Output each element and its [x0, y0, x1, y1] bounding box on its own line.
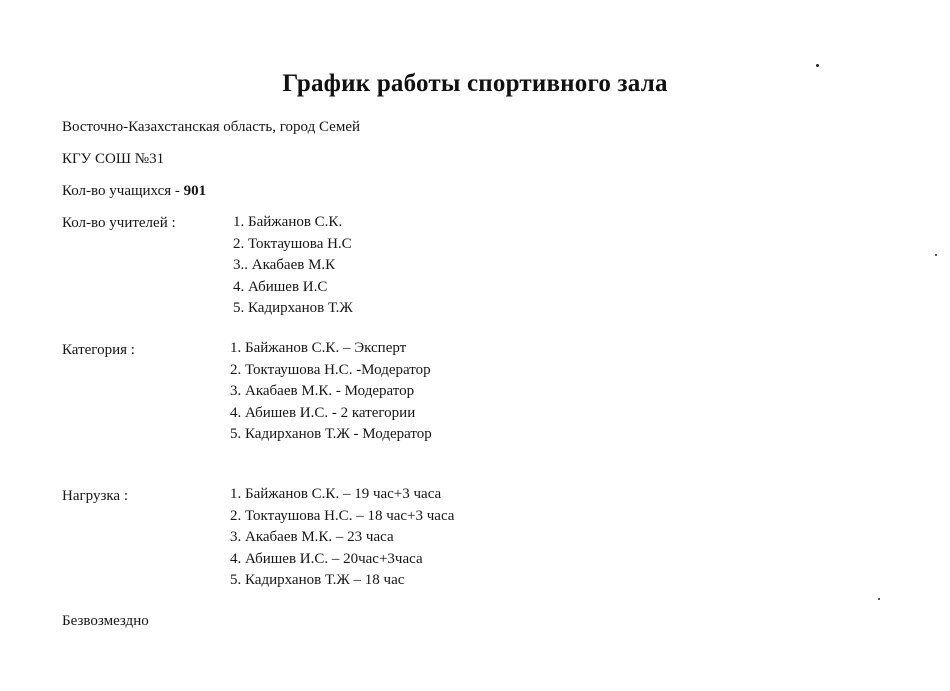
students-label: Кол-во учащихся -	[62, 183, 184, 199]
school-line: КГУ СОШ №31	[62, 151, 165, 167]
list-item: 2. Токтаушова Н.С. – 18 час+3 часа	[230, 507, 455, 524]
category-list	[230, 338, 432, 446]
load-label: Нагрузка :	[62, 488, 129, 504]
list-item: 2. Токтаушова Н.С. -Модератор	[230, 361, 431, 378]
page-title: График работы спортивного зала	[282, 70, 668, 97]
list-item: 2. Токтаушова Н.С	[233, 235, 352, 252]
teachers-list	[233, 212, 353, 320]
list-item: 4. Абишев И.С	[233, 278, 328, 295]
list-item: 5. Кадирханов Т.Ж - Модератор	[230, 426, 432, 442]
list-item: 3.. Акабаев М.К	[233, 257, 336, 273]
region-line: Восточно-Казахстанская область, город Семей	[62, 119, 361, 135]
list-item: 1. Байжанов С.К. – 19 час+3 часа	[230, 486, 442, 502]
list-item: 4. Абишев И.С. – 20час+3часа	[230, 550, 423, 567]
scan-speck	[878, 598, 880, 600]
list-item: 5. Кадирханов Т.Ж	[233, 300, 353, 316]
category-label: Категория :	[62, 342, 135, 358]
students-value: 901	[183, 183, 207, 199]
list-item: 4. Абишев И.С. - 2 категории	[230, 404, 416, 421]
students-line	[62, 182, 206, 200]
list-item: 3. Акабаев М.К. - Модератор	[230, 383, 415, 399]
scan-speck	[816, 64, 819, 67]
list-item: 5. Кадирханов Т.Ж – 18 час	[230, 572, 405, 588]
scan-speck	[935, 254, 937, 256]
load-list	[230, 484, 454, 592]
footer-note: Безвозмездно	[62, 613, 149, 629]
list-item: 3. Акабаев М.К. – 23 часа	[230, 529, 394, 545]
list-item: 1. Байжанов С.К.	[233, 214, 343, 230]
list-item: 1. Байжанов С.К. – Эксперт	[230, 340, 407, 356]
teachers-label: Кол-во учителей :	[62, 215, 176, 231]
